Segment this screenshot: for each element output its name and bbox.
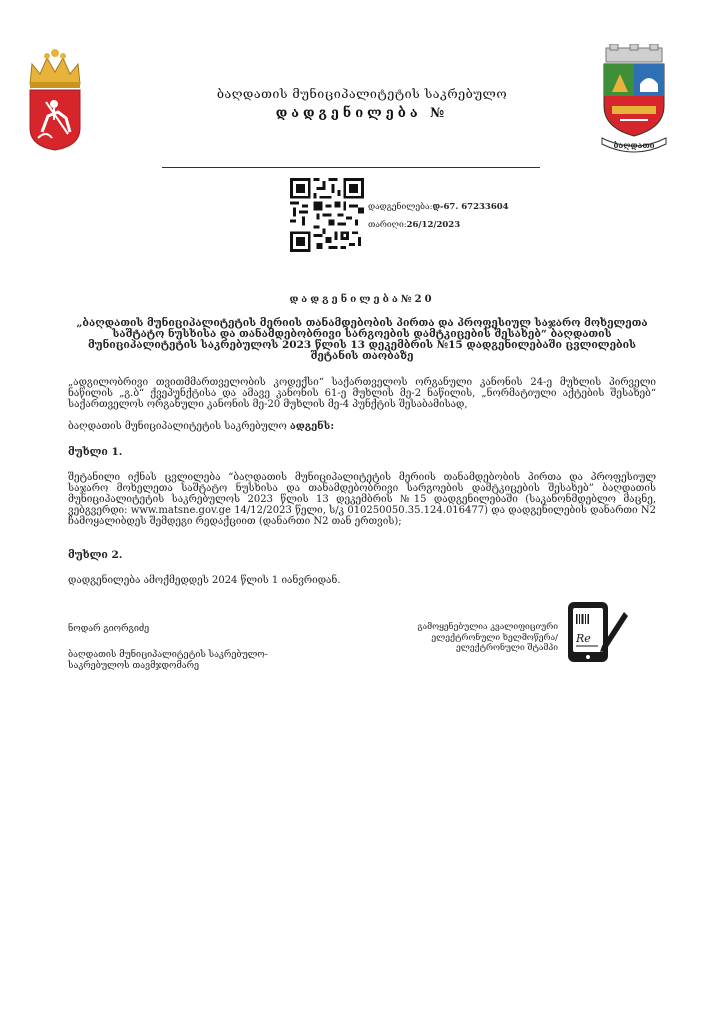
emblem-caption: ბაღდათი — [613, 140, 655, 150]
georgia-coat-of-arms-icon — [24, 46, 86, 152]
electronic-signature-note: გამოყენებულია კვალიფიციური ელექტრონული ხელმოწერა/ ელექტრონული შტამპი — [417, 622, 558, 653]
document-date: თარიღი:26/12/2023 — [368, 220, 461, 230]
document-number: დადგენილება:დ-67. 67233604 — [368, 202, 509, 212]
svg-text:Re: Re — [576, 632, 591, 645]
resolution-title: დადგენილება№20 — [289, 294, 435, 305]
electronic-signature-icon — [562, 598, 630, 666]
article-1-title: მუხლი 1. — [68, 446, 123, 458]
preamble-paragraph: „ადგილობრივი თვითმმართველობის კოდექსი“ საქართველოს ორგანული კანონის 24-ე მუხლის პირველი ნაწილის „გ.ბ“ ქვეპუნქტისა და ამავე კანონის 61-ე მუხლის მე-2 ნაწილის, „ნორმატიული აქტების შესახებ“ საქართველოს ორგანული კანონის მე-20 მუხლის მე-4 პუნქტის შესაბამისად, — [68, 377, 656, 410]
article-2-text: დადგენილება ამოქმედდეს 2024 წლის 1 იანვრიდან. — [68, 575, 341, 586]
adopts-line: ბაღდათის მუნიციპალიტეტის საკრებულო ადგენს: — [68, 421, 335, 432]
header-divider — [162, 167, 540, 168]
resolution-subtitle: „ბაღდათის მუნიციპალიტეტის მერიის თანამდებობის პირთა და პროფესიულ საჯარო მოხელეთა საშტატო ნუსხისა და თანამდებობრივი სარგოების დამტკიცების შესახებ“ ბაღდათის მუნიციპალიტეტის საკრებულოს 2023 წლის 13 დეკემბრის №15 დადგენილებაში ცვლილების შეტანის თაობაზე — [76, 317, 648, 362]
article-1-text: შეტანილი იქნას ცვლილება “ბაღდათის მუნიციპალიტეტის მერიის თანამდებობის პირთა და პროფესიულ საჯარო მოხელეთა საშტატო ნუსხისა და თანამდებობრივი სარგოების დამტკიცების შესახებ” ბაღდათის მუნიციპალიტეტის საკრებულოს 2023 წლის 13 დეკემბრის №15 დადგენილებაში (საკანონმდებლო მაცნე, ვებგვერდი: www.matsne.gov.ge 14/12/2023 წელი, ს/კ 010250050.35.124.016477) და დადგენილების დანართი N2 ჩამოყალიბდეს შემდეგი რედაქციით (დანართი N2 თან ერთვის); — [68, 472, 656, 527]
article-2-title: მუხლი 2. — [68, 549, 123, 561]
document-kind: დადგენილება № — [275, 106, 449, 121]
qr-code-icon — [290, 178, 364, 252]
signatory-position: ბაღდათის მუნიციპალიტეტის საკრებულო-საკრებულოს თავმჯდომარე — [68, 650, 268, 671]
council-name: ბაღდათის მუნიციპალიტეტის საკრებულო — [216, 86, 508, 101]
signatory-name: ნოდარ გიორგიძე — [68, 624, 150, 634]
